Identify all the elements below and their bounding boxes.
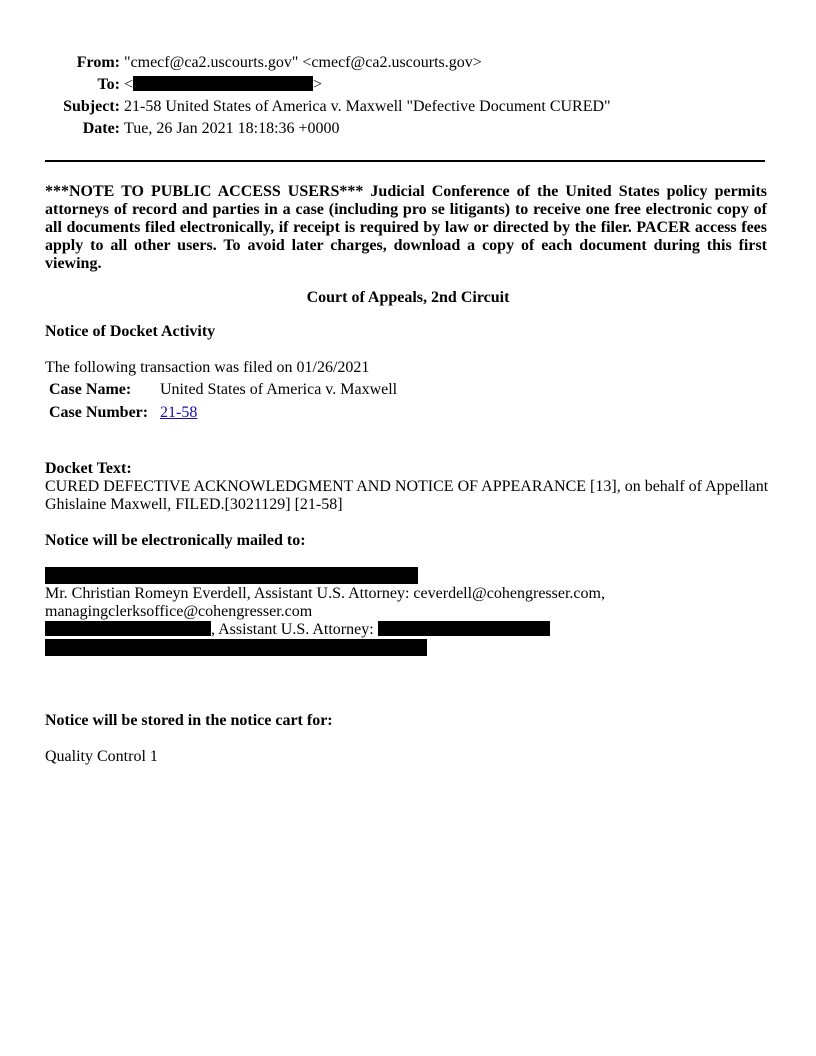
mail-recipient: Mr. Christian Romeyn Everdell, Assistant U.S. Attorney: ceverdell@cohengresser.com,: [45, 585, 605, 602]
email-header: [0, 54, 816, 142]
date-value: Tue, 26 Jan 2021 18:18:36 +0000: [124, 120, 340, 137]
redacted-recipient-line: [45, 639, 785, 657]
redaction-bar: [45, 567, 418, 584]
to-open-bracket: <: [124, 76, 134, 93]
subject-row: [0, 98, 816, 120]
from-value: "cmecf@ca2.uscourts.gov" <cmecf@ca2.uscourts.gov>: [124, 54, 482, 71]
court-name: Court of Appeals, 2nd Circuit: [306, 289, 510, 306]
notice-cart-label: Notice will be stored in the notice cart for:: [45, 712, 333, 729]
mail-recipient-continued: managingclerksoffice@cohengresser.com: [45, 603, 313, 620]
case-number-link[interactable]: 21-58: [160, 404, 198, 421]
subject-value: 21-58 United States of America v. Maxwell "Defective Document CURED": [124, 98, 611, 115]
subject-label: Subject:: [63, 98, 120, 115]
redaction-bar: [45, 621, 211, 636]
case-number-row: [49, 404, 397, 427]
to-close-bracket: >: [313, 76, 323, 93]
notice-cart-value: Quality Control 1: [45, 748, 158, 765]
case-number-label: Case Number:: [49, 404, 149, 421]
case-name-row: [49, 381, 397, 404]
docket-text: CURED DEFECTIVE ACKNOWLEDGMENT AND NOTICE OF APPEARANCE [13], on behalf of Appellant Ghislaine Maxwell, FILED.[3021129] [21-58]: [45, 478, 769, 513]
header-divider: [45, 160, 765, 162]
notice-title: Notice of Docket Activity: [45, 323, 216, 340]
mailed-to-label: Notice will be electronically mailed to:: [45, 532, 306, 549]
redaction-bar: [45, 639, 427, 656]
date-row: [0, 120, 816, 142]
to-row: [0, 76, 816, 98]
case-name-value: United States of America v. Maxwell: [160, 381, 398, 398]
redaction-bar: [133, 76, 313, 91]
case-info: [49, 381, 397, 427]
public-access-note: ***NOTE TO PUBLIC ACCESS USERS*** Judicial Conference of the United States policy permits attorneys of record and parties in a case (including pro se litigants) to receive one free electronic copy of all documents filed electronically, if receipt is required by law or directed by the filer. PACER access fees apply to all other users. To avoid later charges, download a copy of each document during this first viewing.: [45, 183, 767, 272]
mail-recipient-list: [45, 567, 785, 657]
redacted-recipient-line: [45, 567, 785, 585]
from-row: [0, 54, 816, 76]
date-label: Date:: [82, 120, 120, 137]
recipient-role: , Assistant U.S. Attorney:: [211, 621, 374, 638]
docket-text-label: Docket Text:: [45, 460, 132, 477]
case-name-label: Case Name:: [49, 381, 132, 398]
to-label: To:: [97, 76, 120, 93]
redaction-bar: [378, 621, 550, 636]
filed-line: The following transaction was filed on 01/26/2021: [45, 359, 370, 376]
mail-recipient-redacted: [45, 621, 785, 639]
from-label: From:: [76, 54, 120, 71]
to-value: [120, 76, 322, 98]
